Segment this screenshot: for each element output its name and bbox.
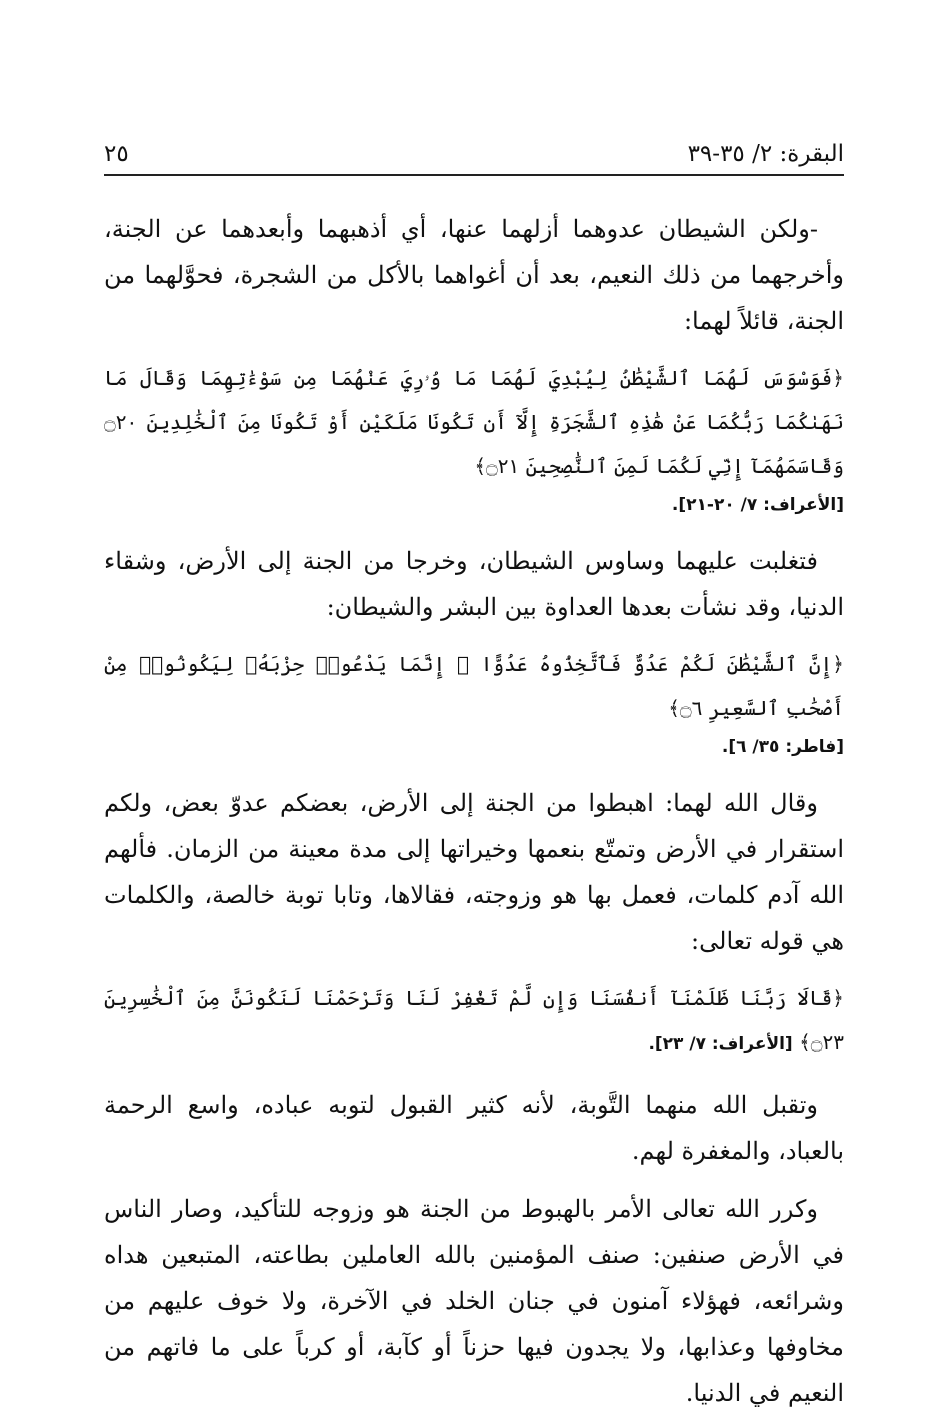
quran-verse-2: ﴿إِنَّ ٱلشَّيْطَٰنَ لَكُمْ عَدُوٌّ فَٱتَّخِذُوهُ عَدُوًّا ۚ إِنَّمَا يَدْعُوا۟ حِزْبَهُۥ لِيَكُونُوا۟ مِنْ أَصْحَٰبِ ٱلسَّعِيرِ ۝٦﴾ (104, 652, 844, 720)
quran-verse-1: ﴿فَوَسْوَسَ لَهُمَا ٱلشَّيْطَٰنُ لِيُبْدِيَ لَهُمَا مَا وُۥرِيَ عَنْهُمَا مِن سَوْءَٰتِهِمَا وَقَالَ مَا نَهَىٰكُمَا رَبُّكُمَا عَنْ هَٰذِهِ ٱلشَّجَرَةِ إِلَّآ أَن تَكُونَا مَلَكَيْنِ أَوْ تَكُونَا مِنَ ٱلْخَٰلِدِينَ ۝٢٠ وَقَاسَمَهُمَآ إِنِّي لَكُمَا لَمِنَ ٱلنَّٰصِحِينَ ۝٢١﴾ (104, 366, 844, 478)
page-body (104, 206, 844, 1428)
spacer (104, 1066, 844, 1082)
paragraph-5: وكرر الله تعالى الأمر بالهبوط من الجنة هو وزوجه للتأكيد، وصار الناس في الأرض صنفين: صنف المؤمنين بالله العاملين بطاعته، المتبعين هداه وشرائعه، فهؤلاء آمنون في جنان الخلد في الآخرة، ولا خوف عليهم من مخاوفها وعذابها، ولا يجدون فيها حزناً أو كآبة، أو كرباً على ما فاتهم من النعيم في الدنيا. (104, 1195, 845, 1407)
page-header (104, 138, 844, 170)
paragraph-2: فتغلبت عليهما وساوس الشيطان، وخرجا من الجنة إلى الأرض، وشقاء الدنيا، وقد نشأت بعدها العداوة بين البشر والشيطان: (104, 547, 844, 621)
quran-verse-3-text: ﴿قَالَا رَبَّنَا ظَلَمْنَآ أَنفُسَنَا وَإِن لَّمْ تَغْفِرْ لَنَا وَتَرْحَمْنَا لَنَكُونَنَّ مِنَ ٱلْخَٰسِرِينَ ۝٢٣﴾ (104, 986, 844, 1054)
paragraph-3: وقال الله لهما: اهبطوا من الجنة إلى الأرض، بعضكم عدوّ بعض، ولكم استقرار في الأرض وتمتّع بنعمها وخيراتها إلى مدة معينة من الزمان. فألهم الله آدم كلمات، فعمل بها هو وزوجته، فقالاها، وتابا توبة خالصة، والكلمات هي قوله تعالى: (104, 789, 844, 955)
paragraph-1: -ولكن الشيطان عدوهما أزلهما عنها، أي أذهبهما وأبعدهما عن الجنة، وأخرجهما من ذلك النعيم، بعد أن أغواهما بالأكل من الشجرة، فحوَّلهما من الجنة، قائلاً لهما: (104, 215, 844, 335)
page-number: ٢٥ (104, 141, 129, 167)
verse-reference-3: [الأعراف: ٧/ ٢٣]. (648, 1034, 793, 1054)
header-divider (104, 174, 844, 176)
paragraph-4: وتقبل الله منهما التَّوبة، لأنه كثير القبول لتوبه عباده، واسع الرحمة بالعباد، والمغفرة لهم. (104, 1091, 844, 1165)
quran-verse-3 (104, 976, 844, 1066)
verse-reference-1: [الأعراف: ٧/ ٢٠-٢١]. (671, 495, 844, 515)
verse-reference-2: [فاطر: ٣٥/ ٦]. (721, 737, 844, 757)
running-title: البقرة: ٢/ ٣٥-٣٩ (687, 141, 844, 167)
